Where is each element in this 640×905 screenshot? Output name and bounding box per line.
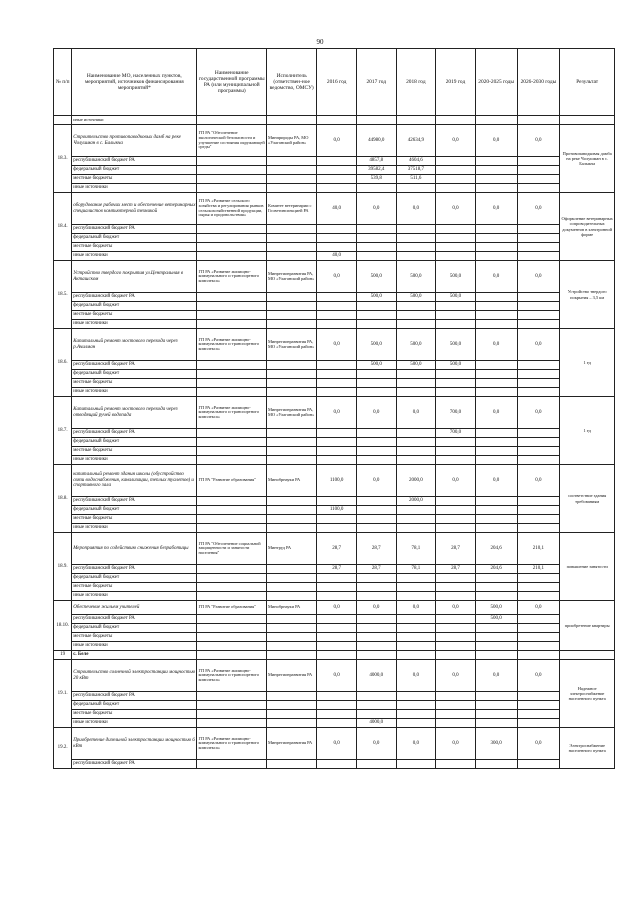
measure-title: Обеспечение жильем учителей xyxy=(72,601,197,615)
table-row xyxy=(54,660,615,692)
section-title: с. Беле xyxy=(72,651,197,660)
row-number: 18.5. xyxy=(54,261,72,329)
row-number: 18.8. xyxy=(54,465,72,533)
value-cell: 0,0 xyxy=(436,728,476,760)
value-cell: 700,0 xyxy=(436,397,476,429)
value-cell: 0,0 xyxy=(396,193,436,225)
result-text: приобретение квартиры xyxy=(560,601,615,651)
executor-name: Минрегионразвития РА, МО «Улаганский район» xyxy=(267,329,317,361)
value-cell: 210,1 xyxy=(517,533,560,565)
value-cell: 0,0 xyxy=(517,329,560,361)
value-cell: 0,0 xyxy=(436,465,476,497)
value-cell: 0,0 xyxy=(436,601,476,615)
page-number: 90 xyxy=(316,38,324,46)
section-row xyxy=(54,651,615,660)
table-row xyxy=(54,184,615,193)
table-row: местные бюджеты xyxy=(54,447,615,456)
header-2026-2030: 2026-2030 годы xyxy=(517,49,560,116)
table-row: федеральный бюджет xyxy=(54,302,615,311)
executor-name: Минрегионразвития РА xyxy=(267,660,317,692)
section-number: 19 xyxy=(54,651,72,660)
measure-title: Строительство противопаводковых дамб на реке Чолушман в с. Балыкча xyxy=(72,125,197,157)
header-name: Наименование МО, населенных пунктов, мероприятий, источников финансирования мероприятий* xyxy=(72,49,197,116)
table-row: местные бюджеты xyxy=(54,311,615,320)
value-cell: 0,0 xyxy=(356,193,396,225)
table-row: иные источники 40,0 xyxy=(54,252,615,261)
executor-name: Минрегионразвития РА, МО «Улаганский район» xyxy=(267,397,317,429)
measure-title: оборудование рабочих мест и обеспечение ветеринарных специалистов компьютерной техникой xyxy=(72,193,197,225)
program-name: ГП РА «Развитие жилищно-коммунального и транспортного комплекса» xyxy=(197,660,267,692)
table-row xyxy=(54,116,615,125)
value-cell: 500,0 xyxy=(436,329,476,361)
table-row: республиканский бюджет РА 500,0 500,0 500,0 xyxy=(54,361,615,370)
value-cell: 0,0 xyxy=(356,728,396,760)
value-cell: 0,0 xyxy=(475,465,517,497)
source-label: федеральный бюджет xyxy=(72,166,197,175)
executor-name: Минобрнауки РА xyxy=(267,465,317,497)
table-row: местные бюджеты 539,8 511,6 xyxy=(54,175,615,184)
value-cell: 0,0 xyxy=(475,397,517,429)
row-number: 18.9. xyxy=(54,533,72,601)
table-row: иные источники xyxy=(54,592,615,601)
result-text: 1 ед xyxy=(560,329,615,397)
program-name: ГП РА «Развитие жилищно-коммунального и транспортного комплекса» xyxy=(197,397,267,429)
table-row xyxy=(54,193,615,225)
value-cell: 0,0 xyxy=(356,465,396,497)
value-cell: 2000,0 xyxy=(396,465,436,497)
value-cell: 44980,0 xyxy=(356,125,396,157)
header-row xyxy=(54,49,615,116)
value-cell: 0,0 xyxy=(517,261,560,293)
table-row: иные источники xyxy=(54,320,615,329)
result-text: Противопаводковая дамба на реке Чолушман в с. Балыкча xyxy=(560,125,615,193)
value-cell: 0,0 xyxy=(517,465,560,497)
value-cell: 204,6 xyxy=(475,533,517,565)
value-cell: 0,0 xyxy=(317,728,357,760)
result-text: Надежное электроснабжение населенного пункта xyxy=(560,660,615,728)
result-text: Устройство твердого покрытия – 3,5 км xyxy=(560,261,615,329)
result-text: 1 ед xyxy=(560,397,615,465)
measure-title: Приобретение дизельной электростанции мощностью 6 кВт xyxy=(72,728,197,760)
executor-name: Минобрнауки РА xyxy=(267,601,317,615)
value-cell: 0,0 xyxy=(517,397,560,429)
value-cell: 28,7 xyxy=(356,533,396,565)
source-label: иные источники xyxy=(72,184,197,193)
table-row xyxy=(54,329,615,361)
table-row: местные бюджеты xyxy=(54,583,615,592)
program-name: ГП РА "Развитие образования" xyxy=(197,465,267,497)
table-row xyxy=(54,533,615,565)
value-cell: 28,7 xyxy=(436,533,476,565)
value-cell: 0,0 xyxy=(475,261,517,293)
row-number: 18.10. xyxy=(54,601,72,651)
table-row: иные источники 4000,0 xyxy=(54,719,615,728)
value-cell: 500,0 xyxy=(356,329,396,361)
value-cell: 28,7 xyxy=(317,533,357,565)
value-cell: 0,0 xyxy=(517,193,560,225)
row-number: 18.6. xyxy=(54,329,72,397)
value-cell: 0,0 xyxy=(436,193,476,225)
value-cell: 0,0 xyxy=(517,125,560,157)
header-2016: 2016 год xyxy=(317,49,357,116)
table-row: иные источники xyxy=(54,388,615,397)
table-row: республиканский бюджет РА 2000,0 xyxy=(54,497,615,506)
header-num: № п/п xyxy=(54,49,72,116)
program-name: ГП РА «Развитие жилищно-коммунального и транспортного комплекса» xyxy=(197,728,267,760)
table-row: местные бюджеты xyxy=(54,379,615,388)
header-2020-2025: 2020-2025 годы xyxy=(475,49,517,116)
table-row: республиканский бюджет РА 500,0 xyxy=(54,615,615,624)
value-cell: 0,0 xyxy=(517,601,560,615)
value-cell: 0,0 xyxy=(317,660,357,692)
table-row: республиканский бюджет РА xyxy=(54,760,615,769)
row-number: 18.3. xyxy=(54,125,72,193)
program-name: ГП РА "Развитие образования" xyxy=(197,601,267,615)
executor-name: Минрегионразвития РА xyxy=(267,728,317,760)
table-row xyxy=(54,601,615,615)
value-cell: 0,0 xyxy=(517,660,560,692)
header-2019: 2019 год xyxy=(436,49,476,116)
value-cell: 0,0 xyxy=(396,601,436,615)
program-name: ГП РА «Развитие сельского хозяйства и регулирования рынков сельскохозяйственной продукции, сырья и продовольствия» xyxy=(197,193,267,225)
table-row xyxy=(54,261,615,293)
result-text: Оформление ветеринарных сопроводительных документов в электронной форме xyxy=(560,193,615,261)
program-name: ГП РА «Развитие жилищно-коммунального и транспортного комплекса» xyxy=(197,261,267,293)
table-row: иные источники xyxy=(54,642,615,651)
table-row: иные источники xyxy=(54,456,615,465)
table-row: федеральный бюджет xyxy=(54,574,615,583)
program-name: ГП РА «Развитие жилищно-коммунального и транспортного комплекса» xyxy=(197,329,267,361)
value-cell: 0,0 xyxy=(436,660,476,692)
row-number: 19.1. xyxy=(54,660,72,728)
measure-title: Мероприятия по содействию снижения безработицы xyxy=(72,533,197,565)
value-cell: 500,0 xyxy=(475,601,517,615)
measure-title: Капитальный ремонт мостового перехода через отводящий ручей водопада xyxy=(72,397,197,429)
value-cell: 500,0 xyxy=(396,261,436,293)
header-program: Наименование государственной программы РА (или муниципальной программы) xyxy=(197,49,267,116)
table-row: федеральный бюджет xyxy=(54,701,615,710)
table-row xyxy=(54,728,615,760)
value-cell: 0,0 xyxy=(356,601,396,615)
table-row: федеральный бюджет 1100,0 xyxy=(54,506,615,515)
value-cell: 500,0 xyxy=(396,329,436,361)
value-cell: 0,0 xyxy=(317,261,357,293)
table-row xyxy=(54,465,615,497)
source-label: республиканский бюджет РА xyxy=(72,157,197,166)
program-name: ГП РА "Обеспечение социальной защищенности и занятости населения" xyxy=(197,533,267,565)
table-row: федеральный бюджет 39582,4 37518,7 xyxy=(54,166,615,175)
table-row: республиканский бюджет РА xyxy=(54,692,615,701)
value-cell: 1100,0 xyxy=(317,465,357,497)
measure-title: Строительство солнечной электростанции мощностью 20 кВт xyxy=(72,660,197,692)
value-cell: 0,0 xyxy=(396,397,436,429)
value-cell: 0,0 xyxy=(436,125,476,157)
financing-table xyxy=(53,48,615,769)
value-cell: 78,1 xyxy=(396,533,436,565)
value-cell: 42634,9 xyxy=(396,125,436,157)
value-cell: 40,0 xyxy=(317,193,357,225)
table-row: местные бюджеты xyxy=(54,243,615,252)
measure-title: Устройство твердого покрытия ул.Центральная в Акташском xyxy=(72,261,197,293)
table-row xyxy=(54,125,615,157)
value-cell: 0,0 xyxy=(396,728,436,760)
header-2017: 2017 год xyxy=(356,49,396,116)
value-cell: 4000,0 xyxy=(356,660,396,692)
row-number: 19.2. xyxy=(54,728,72,769)
value-cell: 0,0 xyxy=(356,397,396,429)
result-text: соответствие здания требованиям xyxy=(560,465,615,533)
source-label: иные источники xyxy=(72,116,197,125)
table-row: республиканский бюджет РА 4857,8 4604,6 xyxy=(54,157,615,166)
value-cell: 0,0 xyxy=(475,329,517,361)
source-label: местные бюджеты xyxy=(72,175,197,184)
value-cell: 0,0 xyxy=(475,193,517,225)
table-row: местные бюджеты xyxy=(54,515,615,524)
executor-name: Минприроды РА, МО «Улаганский район» xyxy=(267,125,317,157)
header-result: Результат xyxy=(560,49,615,116)
table-row: местные бюджеты xyxy=(54,710,615,719)
value-cell: 0,0 xyxy=(475,660,517,692)
measure-title: Капитальный ремонт мостового перехода через р.Ачилман xyxy=(72,329,197,361)
table-row: федеральный бюджет xyxy=(54,624,615,633)
measure-title: капитальный ремонт здания школы (обустройство связи водоснабжения, канализации, теплых туалетов) и спортивного зала xyxy=(72,465,197,497)
header-executor: Исполнитель (ответствен-ное ведомство, ОМСУ) xyxy=(267,49,317,116)
value-cell: 0,0 xyxy=(317,329,357,361)
value-cell: 500,0 xyxy=(356,261,396,293)
header-2018: 2018 год xyxy=(396,49,436,116)
program-name: ГП РА "Обеспечение экологической безопасности и улучшение состояния окружающей среды" xyxy=(197,125,267,157)
result-text: повышение занятости xyxy=(560,533,615,601)
result-text: Электроснабжение населенного пункта xyxy=(560,728,615,769)
row-number: 18.4. xyxy=(54,193,72,261)
table-row: федеральный бюджет xyxy=(54,438,615,447)
value-cell: 300,0 xyxy=(475,728,517,760)
value-cell: 0,0 xyxy=(517,728,560,760)
value-cell: 500,0 xyxy=(436,261,476,293)
table-row: республиканский бюджет РА 28,7 28,7 78,1 28,7 204,6 210,1 xyxy=(54,565,615,574)
table-row: федеральный бюджет xyxy=(54,234,615,243)
value-cell: 0,0 xyxy=(317,397,357,429)
value-cell: 0,0 xyxy=(396,660,436,692)
executor-name: Минтруд РА xyxy=(267,533,317,565)
executor-name: Минрегионразвития РА, МО «Улаганский район» xyxy=(267,261,317,293)
table-row: республиканский бюджет РА xyxy=(54,225,615,234)
executor-name: Комитет ветеринарии с Госветинспекцией РА xyxy=(267,193,317,225)
table-row xyxy=(54,397,615,429)
table-row: республиканский бюджет РА 500,0 500,0 500,0 xyxy=(54,293,615,302)
row-number: 18.7. xyxy=(54,397,72,465)
table-row: местные бюджеты xyxy=(54,633,615,642)
table-row: иные источники xyxy=(54,524,615,533)
table-row: республиканский бюджет РА 700,0 xyxy=(54,429,615,438)
value-cell: 0,0 xyxy=(317,601,357,615)
value-cell: 0,0 xyxy=(475,125,517,157)
value-cell: 0,0 xyxy=(317,125,357,157)
table-row: федеральный бюджет xyxy=(54,370,615,379)
